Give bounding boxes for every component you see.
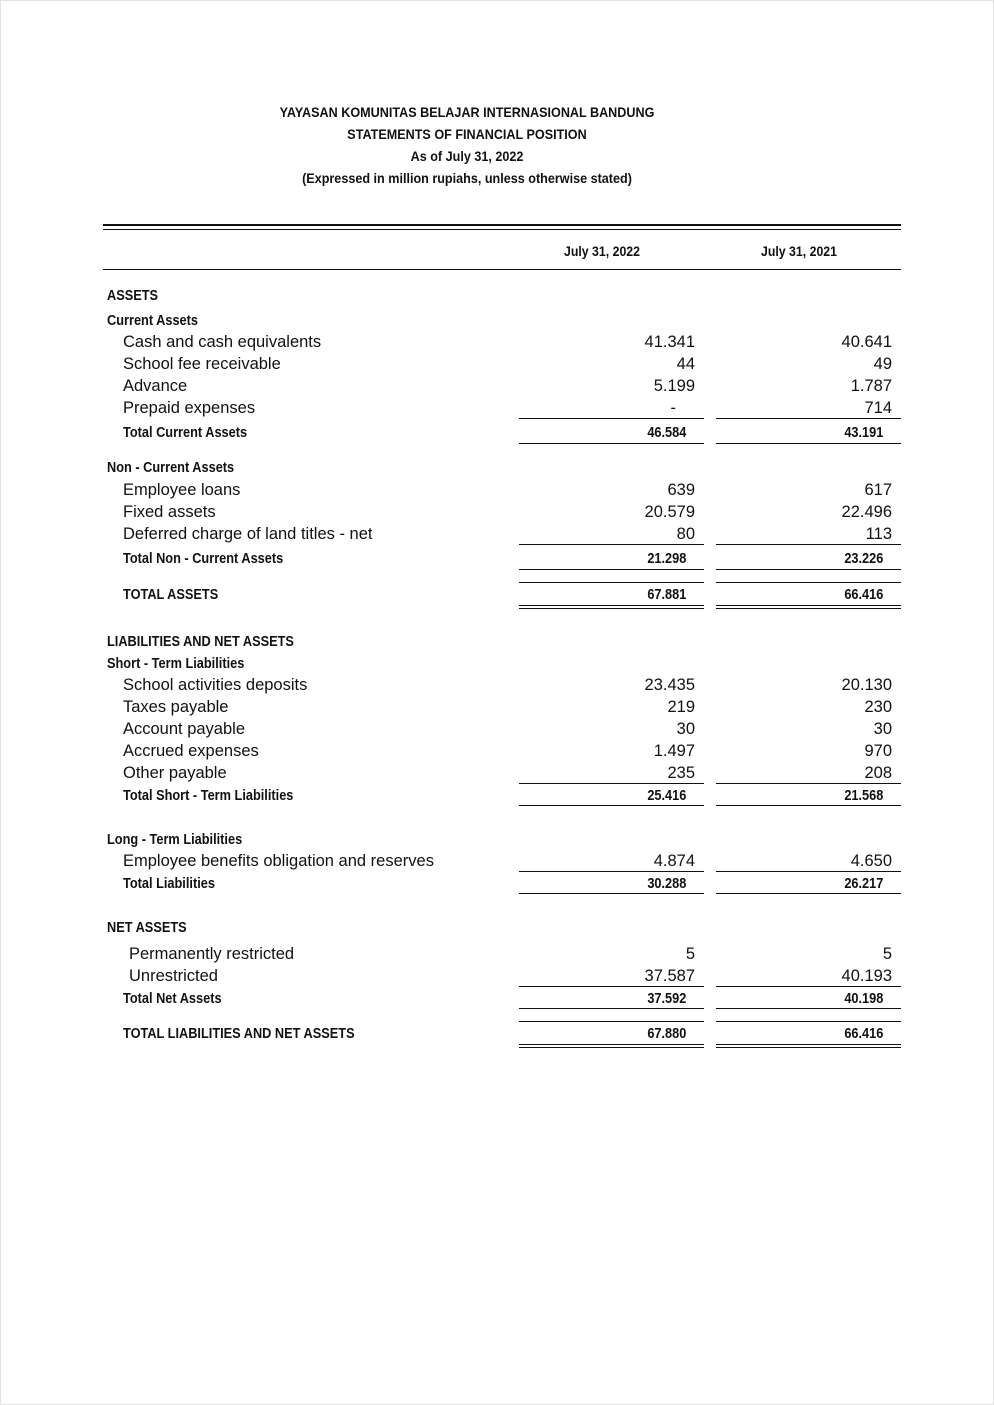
double-rule [519,608,704,609]
row-label: Account payable [123,720,246,738]
table-row [0,965,994,987]
total-2022: 25.416 [646,788,686,804]
double-rule [519,605,704,606]
assets-heading: ASSETS [107,288,159,304]
table-row [0,718,994,740]
row-label: Prepaid expenses [123,399,256,417]
section-heading [0,917,994,939]
grand-total-top-rule [716,1021,901,1022]
subtotal-rule [716,871,901,872]
total-2022: 67.880 [646,1026,686,1042]
grand-total-label: TOTAL LIABILITIES AND NET ASSETS [123,1026,355,1042]
value-2021: 617 [864,481,892,499]
double-rule [716,1044,901,1045]
double-rule [716,605,901,606]
org-name: YAYASAN KOMUNITAS BELAJAR INTERNASIONAL BANDUNG [279,104,655,120]
value-2022: 5.199 [653,377,695,395]
row-label: Permanently restricted [129,945,295,963]
total-rule [519,569,704,570]
row-label: Employee benefits obligation and reserves [123,852,434,870]
subtotal-rule [716,986,901,987]
value-2021: 5 [882,945,892,963]
value-2021: 40.641 [841,333,892,351]
double-rule [716,608,901,609]
total-rule [519,1008,704,1009]
total-2021: 40.198 [843,991,883,1007]
value-2021: 230 [864,698,892,716]
statement-title-block [0,101,934,189]
total-row [0,988,994,1010]
value-2021: 714 [864,399,892,417]
value-2022: - [670,399,676,417]
row-label: School fee receivable [123,355,281,373]
subtotal-rule [519,544,704,545]
total-row [0,548,994,570]
subtotal-rule [519,783,704,784]
subsection-heading [0,653,994,675]
total-row [0,422,994,444]
value-2021: 40.193 [841,967,892,985]
table-row [0,331,994,353]
double-rule [716,1047,901,1048]
value-2021: 22.496 [841,503,892,521]
value-2021: 208 [864,764,892,782]
row-label: Accrued expenses [123,742,259,760]
header-top-rule [103,224,901,230]
value-2022: 4.874 [653,852,695,870]
table-row [0,696,994,718]
table-row [0,523,994,545]
table-row [0,762,994,784]
total-2021: 21.568 [843,788,883,804]
grand-total-row [0,1023,994,1045]
total-2021: 66.416 [843,587,883,603]
total-rule [716,805,901,806]
table-row [0,740,994,762]
subsection-heading [0,829,994,851]
double-rule [519,1044,704,1045]
total-label: Total Short - Term Liabilities [123,788,294,804]
subtotal-rule [519,418,704,419]
subtotal-rule [716,544,901,545]
row-label: Other payable [123,764,227,782]
section-heading [0,285,994,307]
value-2022: 44 [676,355,695,373]
subsection-heading [0,457,994,479]
grand-total-row [0,584,994,606]
row-label: Employee loans [123,481,241,499]
value-2021: 30 [873,720,892,738]
total-label: Total Non - Current Assets [123,551,284,567]
value-2021: 49 [873,355,892,373]
statement-name: STATEMENTS OF FINANCIAL POSITION [347,126,587,142]
value-2021: 4.650 [850,852,892,870]
table-row [0,674,994,696]
total-assets-label: TOTAL ASSETS [123,587,219,603]
total-2022: 30.288 [646,876,686,892]
total-2021: 66.416 [843,1026,883,1042]
total-rule [519,893,704,894]
liabilities-heading: LIABILITIES AND NET ASSETS [107,634,294,650]
subsection-heading [0,310,994,332]
total-row [0,785,994,807]
table-row [0,850,994,872]
value-2022: 5 [685,945,695,963]
subtotal-rule [519,986,704,987]
statement-date: As of July 31, 2022 [410,148,524,164]
total-2022: 21.298 [646,551,686,567]
value-2022: 1.497 [653,742,695,760]
total-rule [716,569,901,570]
table-row [0,479,994,501]
total-2021: 43.191 [843,425,883,441]
value-2022: 41.341 [644,333,695,351]
value-2021: 20.130 [841,676,892,694]
column-header-2022: July 31, 2022 [563,243,641,259]
value-2022: 219 [667,698,695,716]
short-term-heading: Short - Term Liabilities [107,656,245,672]
subtotal-rule [519,871,704,872]
header-bottom-rule [103,269,901,270]
table-row [0,375,994,397]
value-2022: 20.579 [644,503,695,521]
grand-total-top-rule [519,582,704,583]
total-rule [716,443,901,444]
total-2021: 23.226 [843,551,883,567]
table-row [0,501,994,523]
total-2022: 67.881 [646,587,686,603]
grand-total-top-rule [716,582,901,583]
value-2022: 23.435 [644,676,695,694]
value-2022: 235 [667,764,695,782]
value-2021: 113 [865,525,892,543]
value-2022: 639 [667,481,695,499]
value-2022: 80 [676,525,695,543]
subtotal-rule [716,418,901,419]
total-label: Total Current Assets [123,425,248,441]
currency-note: (Expressed in million rupiahs, unless otherwise stated) [302,170,632,186]
value-2022: 37.587 [644,967,695,985]
row-label: Deferred charge of land titles - net [123,525,373,543]
total-row [0,873,994,895]
total-label: Total Net Assets [123,991,222,1007]
total-rule [519,443,704,444]
long-term-heading: Long - Term Liabilities [107,832,243,848]
row-label: Cash and cash equivalents [123,333,322,351]
total-2022: 37.592 [646,991,686,1007]
row-label: Fixed assets [123,503,216,521]
total-2021: 26.217 [843,876,883,892]
table-row [0,353,994,375]
value-2021: 1.787 [850,377,892,395]
value-2022: 30 [676,720,695,738]
row-label: Taxes payable [123,698,229,716]
grand-total-top-rule [519,1021,704,1022]
total-rule [519,805,704,806]
section-heading [0,631,994,653]
table-row [0,943,994,965]
total-rule [716,893,901,894]
double-rule [519,1047,704,1048]
row-label: Unrestricted [129,967,218,985]
column-header-2021: July 31, 2021 [760,243,838,259]
subtotal-rule [716,783,901,784]
table-row [0,397,994,419]
row-label: School activities deposits [123,676,308,694]
total-rule [716,1008,901,1009]
net-assets-heading: NET ASSETS [107,920,187,936]
value-2021: 970 [864,742,892,760]
noncurrent-assets-heading: Non - Current Assets [107,460,235,476]
row-label: Advance [123,377,188,395]
current-assets-heading: Current Assets [107,313,199,329]
total-label: Total Liabilities [123,876,215,892]
total-2022: 46.584 [646,425,686,441]
